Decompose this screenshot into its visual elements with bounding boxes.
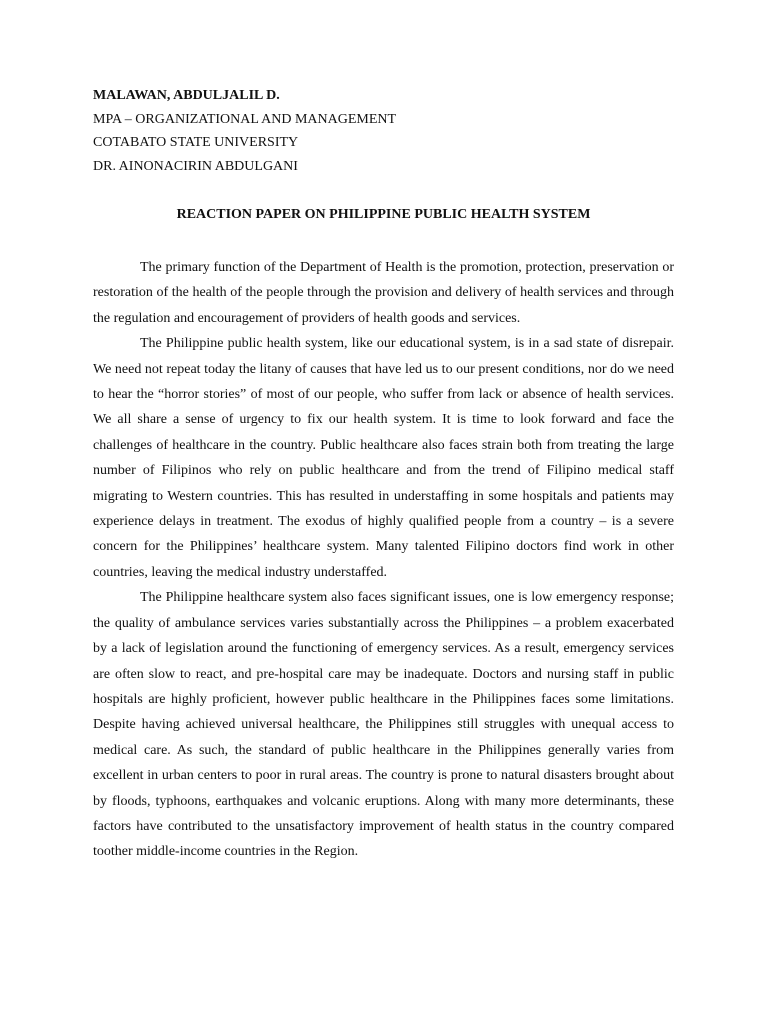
author-name: MALAWAN, ABDULJALIL D. [93, 88, 280, 103]
header-block [93, 84, 674, 178]
university-name: COTABATO STATE UNIVERSITY [93, 135, 299, 150]
paragraph-2: The Philippine public health system, like our educational system, is in a sad state of disrepair. We need not repeat today the litany of causes that have led us to our present conditions, nor do we need to hear the “horror stories” of most of our people, who suffer from lack or absence of health services. We all share a sense of urgency to fix our health system. It is time to look forward and face the challenges of healthcare in the country. Public healthcare also faces strain both from treating the large number of Filipinos who rely on public healthcare and from the trend of Filipino medical staff migrating to Western countries. This has resulted in understaffing in some hospitals and patients may experience delays in treatment. The exodus of highly qualified people from a country – is a severe concern for the Philippines’ healthcare system. Many talented Filipino doctors find work in other countries, leaving the medical industry understaffed. [93, 336, 674, 580]
paper-body [93, 255, 674, 865]
document-page [93, 84, 674, 860]
professor-name: DR. AINONACIRIN ABDULGANI [93, 158, 298, 174]
paragraph-1: The primary function of the Department of Health is the promotion, protection, preservation or restoration of the health of the people through the provision and delivery of health services and through the regulation and encouragement of providers of health goods and services. [93, 260, 674, 326]
paper-title: REACTION PAPER ON PHILIPPINE PUBLIC HEALTH SYSTEM [176, 207, 591, 222]
program-name: MPA – ORGANIZATIONAL AND MANAGEMENT [93, 111, 397, 127]
paragraph-3: The Philippine healthcare system also faces significant issues, one is low emergency response; the quality of ambulance services varies substantially across the Philippines – a problem exacerbated by a lack of legislation around the functioning of emergency services. As a result, emergency services are often slow to react, and pre-hospital care may be inadequate. Doctors and nursing staff in public hospitals are highly proficient, however public healthcare in the Philippines faces some limitations. Despite having achieved universal healthcare, the Philippines still struggles with unequal access to medical care. As such, the standard of public healthcare in the Philippines generally varies from excellent in urban centers to poor in rural areas. The country is prone to natural disasters brought about by floods, typhoons, earthquakes and volcanic eruptions. Along with many more determinants, these factors have contributed to the unsatisfactory improvement of health status in the country compared toother middle-income countries in the Region. [93, 590, 674, 860]
